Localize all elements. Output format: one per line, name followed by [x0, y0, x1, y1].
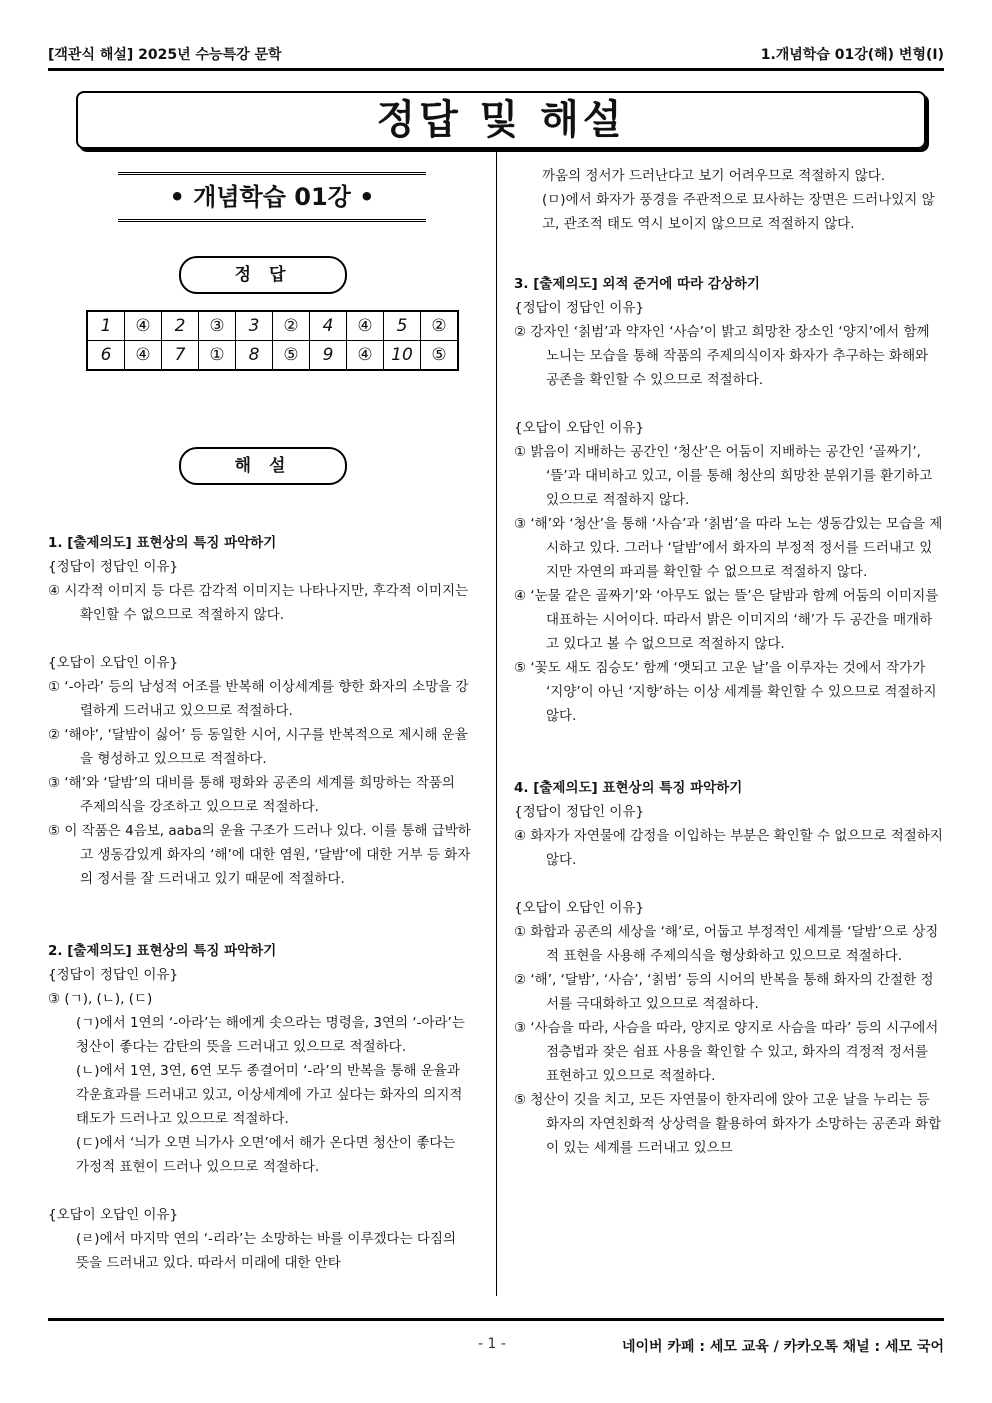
q4-wrong-item: ② ‘해’, ‘달밤’, ‘사슴’, ‘칡범’ 등의 시어의 반복을 통해 화자의 간절한 정서를 극대화하고 있으므로 적절하다. [514, 972, 934, 1012]
answer-choice: ② [421, 311, 459, 341]
question-number: 6 [87, 341, 125, 371]
answer-choice: ④ [347, 341, 384, 371]
left-column [48, 164, 472, 1275]
q3-wrong-item: ④ ‘눈물 같은 골짜기’와 ‘아무도 없는 뜰’은 달밤과 함께 어둠의 이미지를 대표하는 시어이다. 따라서 밝은 이미지의 ‘해’가 두 공간을 매개하고 있다고 볼 수 없으므로 적절하지 않다. [514, 588, 939, 652]
q3-wrong-label: {오답이 오답인 이유} [514, 420, 645, 436]
q2-title: 2. [출제의도] 표현상의 특징 파악하기 [48, 943, 277, 959]
question-number: 7 [162, 341, 199, 371]
page-header [48, 44, 944, 64]
q2-explain-paragraph: (ㄷ)에서 ‘늬가 오면 늬가사 오면’에서 해가 온다면 청산이 좋다는 가정적 표현이 드러나 있으므로 적절하다. [76, 1135, 456, 1175]
q2-continued-paragraph: 까움의 정서가 드러난다고 보기 어려우므로 적절하지 않다. [542, 168, 886, 184]
q4-wrong-item: ⑤ 청산이 깃을 치고, 모든 자연물이 한자리에 앉아 고운 날을 누리는 등 화자의 자연친화적 상상력을 활용하여 화자가 소망하는 공존과 화합이 있는 세계를 드러내고 있으므 [514, 1092, 942, 1156]
q3-title: 3. [출제의도] 외적 준거에 따라 감상하기 [514, 276, 760, 292]
q1-wrong-item: ③ ‘해’와 ‘달밤’의 대비를 통해 평화와 공존의 세계를 희망하는 작품의 주제의식을 강조하고 있으므로 적절하다. [48, 775, 455, 815]
answer-choice: ④ [125, 311, 162, 341]
question-number: 8 [236, 341, 273, 371]
footer-rule [48, 1318, 944, 1321]
question-number: 2 [162, 311, 199, 341]
question-number: 3 [236, 311, 273, 341]
q3-wrong-item: ③ ‘해’와 ‘청산’을 통해 ‘사슴’과 ‘칡범’을 따라 노는 생동감있는 모습을 제시하고 있다. 그러나 ‘달밤’에서 화자의 부정적 정서를 드러내고 있지만 자연의 파괴를 확인할 수 없으므로 적절하지 않다. [514, 516, 943, 580]
column-divider [496, 152, 497, 1296]
explain-label: 해 설 [179, 447, 347, 485]
q2-continued-paragraph: (ㅁ)에서 화자가 풍경을 주관적으로 묘사하는 장면은 드러나있지 않고, 관조적 태도 역시 보이지 않으므로 적절하지 않다. [542, 192, 935, 232]
answer-choice: ① [199, 341, 236, 371]
q1-right-label: {정답이 정답인 이유} [48, 559, 179, 575]
q4-right-item: ④ 화자가 자연물에 감정을 이입하는 부분은 확인할 수 없으므로 적절하지 않다. [514, 828, 943, 868]
q3-wrong-item: ⑤ ‘꽃도 새도 짐승도’ 함께 ‘앳되고 고운 날’을 이루자는 것에서 작가가 ‘지양’이 아닌 ‘지향’하는 이상 세계를 확인할 수 있으므로 적절하지 않다. [514, 660, 937, 724]
question-number: 1 [87, 311, 125, 341]
answer-row [87, 341, 458, 371]
answer-choice: ② [273, 311, 310, 341]
q3-right-label: {정답이 정답인 이유} [514, 300, 645, 316]
answer-row [87, 311, 458, 341]
q1-wrong-item: ② ‘해야’, ‘달밤이 싫어’ 등 동일한 시어, 시구를 반복적으로 제시해 운율을 형성하고 있으므로 적절하다. [48, 727, 468, 767]
q1-wrong-item: ⑤ 이 작품은 4음보, aaba의 운율 구조가 드러나 있다. 이를 통해 급박하고 생동감있게 화자의 ‘해’에 대한 염원, ‘달밤’에 대한 거부 등 화자의 정서를 잘 드러내고 있기 때문에 적절하다. [48, 823, 471, 887]
q2-right-item: ③ (ㄱ), (ㄴ), (ㄷ) [48, 991, 153, 1007]
page-title: 정답 및 해설 [76, 91, 926, 149]
answer-label: 정 답 [179, 256, 347, 294]
header-left-text: [객관식 해설] 2025년 수능특강 문학 [48, 47, 282, 63]
q4-title: 4. [출제의도] 표현상의 특징 파악하기 [514, 780, 743, 796]
q1-title: 1. [출제의도] 표현상의 특징 파악하기 [48, 535, 277, 551]
q1-right-item: ④ 시각적 이미지 등 다른 감각적 이미지는 나타나지만, 후각적 이미지는 확인할 수 없으므로 적절하지 않다. [48, 583, 469, 623]
q2-wrong-paragraph: (ㄹ)에서 마지막 연의 ‘-리라’는 소망하는 바를 이루겠다는 다짐의 뜻을 드러내고 있다. 따라서 미래에 대한 안타 [76, 1231, 457, 1271]
q2-right-label: {정답이 정답인 이유} [48, 967, 179, 983]
q1-wrong-label: {오답이 오답인 이유} [48, 655, 179, 671]
page-footer [48, 1336, 944, 1358]
q2-explain-paragraph: (ㄴ)에서 1연, 3연, 6연 모두 종결어미 ‘-라’의 반복을 통해 운율과 각운효과를 드러내고 있고, 이상세계에 가고 싶다는 화자의 의지적 태도가 드러나고 있으므로 적절하다. [76, 1063, 463, 1127]
question-number: 4 [310, 311, 347, 341]
page-number: - 1 - [478, 1336, 506, 1352]
footer-contact: 네이버 카페 : 세모 교육 / 카카오톡 채널 : 세모 국어 [621, 1339, 944, 1355]
q2-explain-paragraph: (ㄱ)에서 1연의 ‘-아라’는 해에게 솟으라는 명령을, 3연의 ‘-아라’는 청산이 좋다는 감탄의 뜻을 드러내고 있으므로 적절하다. [76, 1015, 465, 1055]
q3-wrong-item: ① 밝음이 지배하는 공간인 ‘청산’은 어둠이 지배하는 공간인 ‘골짜기’, ‘뜰’과 대비하고 있고, 이를 통해 청산의 희망찬 분위기를 환기하고 있으므로 적절하지 않다. [514, 444, 933, 508]
question-number: 5 [384, 311, 421, 341]
header-right-text: 1.개념학습 01강(해) 변형(I) [760, 47, 944, 63]
answer-table [86, 310, 459, 371]
q2-wrong-label: {오답이 오답인 이유} [48, 1207, 179, 1223]
header-rule [48, 68, 944, 71]
q4-wrong-item: ① 화합과 공존의 세상을 ‘해’로, 어둡고 부정적인 세계를 ‘달밤’으로 상징적 표현을 사용해 주제의식을 형상화하고 있으므로 적절하다. [514, 924, 939, 964]
question-number: 10 [384, 341, 421, 371]
q4-right-label: {정답이 정답인 이유} [514, 804, 645, 820]
lecture-title: • 개념학습 01강 • [118, 172, 426, 222]
answer-choice: ⑤ [421, 341, 459, 371]
answer-choice: ③ [199, 311, 236, 341]
question-number: 9 [310, 341, 347, 371]
q4-wrong-item: ③ ‘사슴을 따라, 사슴을 따라, 양지로 양지로 사슴을 따라’ 등의 시구에서 점층법과 잦은 쉼표 사용을 확인할 수 있고, 화자의 격정적 정서를 표현하고 있으므로 적절하다. [514, 1020, 939, 1084]
q1-wrong-item: ① ‘-아라’ 등의 남성적 어조를 반복해 이상세계를 향한 화자의 소망을 강렬하게 드러내고 있으므로 적절하다. [48, 679, 469, 719]
right-column [514, 164, 944, 1160]
q3-right-item: ② 강자인 ‘칡범’과 약자인 ‘사슴’이 밝고 희망찬 장소인 ‘양지’에서 함께 노니는 모습을 통해 작품의 주제의식이자 화자가 추구하는 화해와 공존을 확인할 수 있으므로 적절하다. [514, 324, 930, 388]
answer-choice: ④ [125, 341, 162, 371]
q4-wrong-label: {오답이 오답인 이유} [514, 900, 645, 916]
answer-choice: ④ [347, 311, 384, 341]
answer-choice: ⑤ [273, 341, 310, 371]
